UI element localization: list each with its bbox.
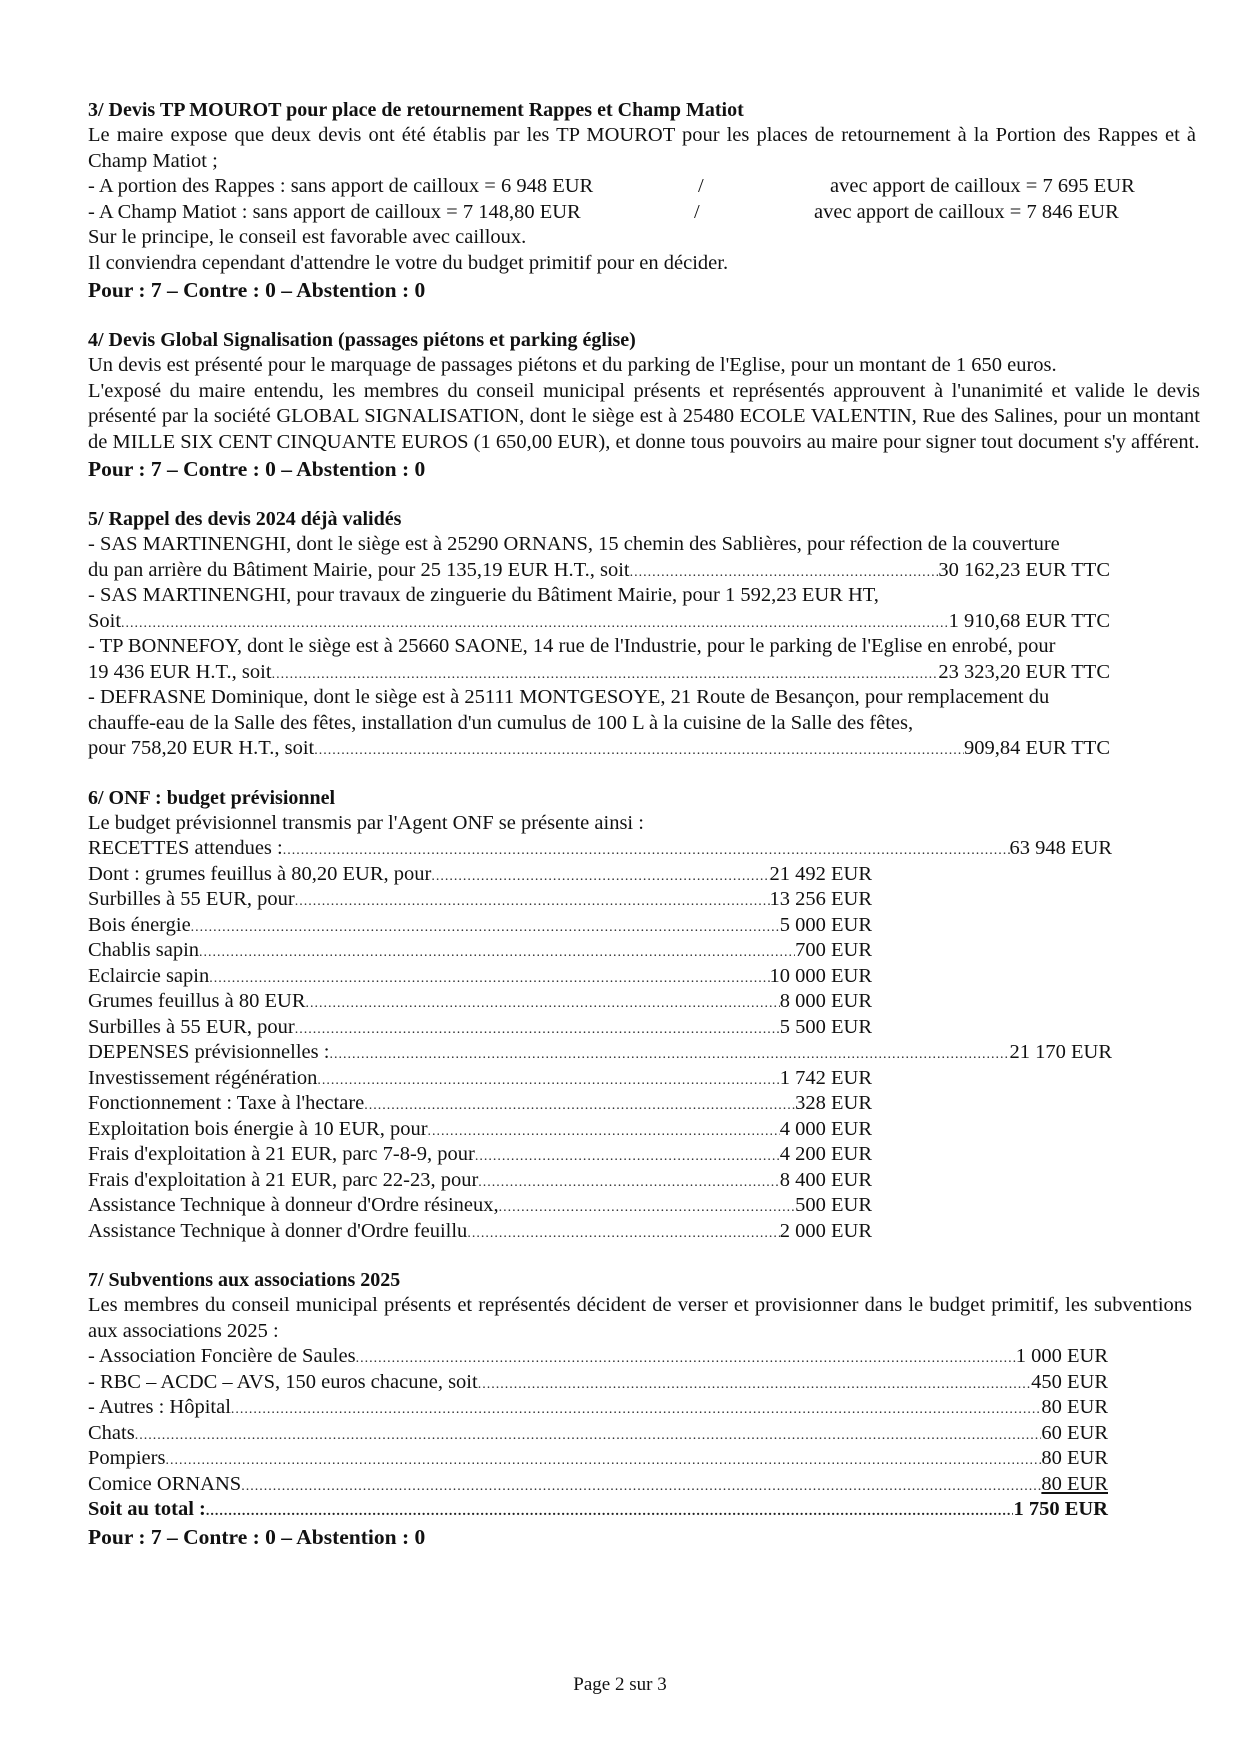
separator: / (694, 200, 700, 223)
section-7 (88, 1268, 1200, 1551)
row-label: Comice ORNANS (88, 1472, 242, 1495)
row-amount: 1 742 EUR (779, 1066, 872, 1089)
row-amount: 21 492 EUR (769, 862, 872, 885)
quote-without-stones: - A Champ Matiot : sans apport de cailloux = 7 148,80 EUR (88, 200, 581, 223)
quote-row (88, 609, 1110, 635)
row-label: Assistance Technique à donneur d'Ordre résineux, (88, 1194, 499, 1216)
quote-label: pour 758,20 EUR H.T., soit (88, 737, 315, 759)
vote-result: Pour : 7 – Contre : 0 – Abstention : 0 (88, 278, 426, 302)
leader-dots (317, 1074, 779, 1088)
row-label: Fonctionnement : Taxe à l'hectare (88, 1092, 365, 1114)
amount-row (88, 1066, 872, 1092)
row-label: Chats (88, 1421, 135, 1444)
leader-dots (428, 1125, 780, 1139)
row-amount: 4 000 EUR (779, 1117, 872, 1140)
row-amount: 500 EUR (795, 1194, 872, 1216)
recettes-list (88, 862, 1200, 1041)
row-label: Assistance Technique à donner d'Ordre feuillu (88, 1219, 468, 1242)
quote-row (88, 660, 1110, 686)
leader-dots (191, 921, 780, 935)
amount-row (88, 862, 872, 888)
row-amount: 8 400 EUR (779, 1168, 872, 1191)
section-title: 6/ ONF : budget prévisionnel (88, 786, 336, 809)
row-amount: 1 000 EUR (1015, 1345, 1108, 1367)
row-label: - RBC – ACDC – AVS, 150 euros chacune, soit (88, 1370, 478, 1393)
amount-row (88, 989, 872, 1015)
row-amount: 5 000 EUR (779, 913, 872, 936)
quote-row (88, 736, 1110, 762)
quote-line-champ-matiot (88, 200, 1200, 226)
budget-total-row (88, 836, 1112, 862)
row-amount: 80 EUR (1041, 1396, 1108, 1418)
amount-row (88, 1015, 872, 1041)
paragraph: L'exposé du maire entendu, les membres du conseil municipal présents et représentés approuvent à l'unanimité et valide le devis présenté par la société GLOBAL SIGNALISATION, dont le siège est à 25480 ECOLE VALENTIN, Rue des Salines, pour un montant de MILLE SIX CENT CINQUANTE EUROS (1 650,00 EUR), et donne tous pouvoirs au maire pour signer tout document s'y afférent. (88, 379, 1200, 453)
section-title: 7/ Subventions aux associations 2025 (88, 1269, 401, 1291)
amount-row (88, 1395, 1108, 1421)
row-label: Dont : grumes feuillus à 80,20 EUR, pour (88, 862, 432, 885)
text-line: - SAS MARTINENGHI, pour travaux de zinguerie du Bâtiment Mairie, pour 1 592,23 EUR HT, (88, 584, 879, 606)
leader-dots (306, 997, 780, 1011)
quote-label: 19 436 EUR H.T., soit (88, 660, 272, 683)
section-5 (88, 507, 1200, 762)
row-label: - Autres : Hôpital (88, 1396, 231, 1418)
row-label: Surbilles à 55 EUR, pour (88, 1015, 295, 1038)
amount-row (88, 1421, 1108, 1447)
row-amount: 328 EUR (795, 1092, 872, 1114)
row-amount: 700 EUR (795, 939, 872, 961)
quote-line-rappes (88, 174, 1200, 200)
row-label: Frais d'exploitation à 21 EUR, parc 22-23, pour (88, 1168, 479, 1191)
text-line: - SAS MARTINENGHI, dont le siège est à 25290 ORNANS, 15 chemin des Sablières, pour réfection de la couverture (88, 533, 1060, 555)
total-label: Soit au total : (88, 1498, 206, 1520)
amount-row (88, 887, 872, 913)
row-label: - Association Foncière de Saules (88, 1345, 356, 1367)
budget-label: DEPENSES prévisionnelles : (88, 1041, 330, 1063)
row-amount: 8 000 EUR (779, 990, 872, 1012)
budget-amount: 21 170 EUR (1009, 1041, 1112, 1063)
amount-row (88, 1472, 1108, 1498)
row-label: Pompiers (88, 1447, 166, 1469)
row-amount: 4 200 EUR (779, 1143, 872, 1165)
leader-dots (241, 1480, 1041, 1494)
page-number: Page 2 sur 3 (573, 1674, 667, 1695)
leader-dots (206, 1505, 1014, 1519)
subsidies-total-row (88, 1497, 1108, 1523)
leader-dots (356, 1352, 1016, 1366)
row-label: Bois énergie (88, 913, 191, 936)
amount-row (88, 1219, 872, 1245)
paragraph: Les membres du conseil municipal présents et représentés décident de verser et provisionner dans le budget primitif, les subventions aux associations 2025 : (88, 1294, 1192, 1342)
leader-dots (329, 1048, 1009, 1062)
budget-amount: 63 948 EUR (1009, 837, 1112, 859)
amount-row (88, 1344, 1108, 1370)
leader-dots (478, 1378, 1031, 1392)
text-line: Sur le principe, le conseil est favorable avec cailloux. (88, 226, 527, 248)
leader-dots (135, 1429, 1042, 1443)
document-page (88, 98, 1200, 1551)
text-line: - TP BONNEFOY, dont le siège est à 25660 SAONE, 14 rue de l'Industrie, pour le parking de l'Eglise en enrobé, pour (88, 635, 1056, 657)
row-label: Surbilles à 55 EUR, pour (88, 888, 295, 910)
subsidies-list (88, 1344, 1200, 1497)
row-amount: 2 000 EUR (779, 1219, 872, 1242)
leader-dots (295, 1023, 780, 1037)
paragraph: Un devis est présenté pour le marquage de passages piétons et du parking de l'Eglise, pour un montant de 1 650 euros. (88, 354, 1057, 376)
leader-dots (283, 844, 1010, 858)
quote-label: du pan arrière du Bâtiment Mairie, pour 25 135,19 EUR H.T., soit (88, 558, 630, 581)
row-amount: 80 EUR (1041, 1472, 1108, 1495)
amount-row (88, 1117, 872, 1143)
amount-row (88, 1091, 872, 1117)
total-amount: 1 750 EUR (1013, 1498, 1108, 1520)
leader-dots (231, 1403, 1041, 1417)
depenses-list (88, 1066, 1200, 1245)
page-footer (0, 1674, 1240, 1696)
vote-result: Pour : 7 – Contre : 0 – Abstention : 0 (88, 457, 426, 481)
amount-row (88, 1446, 1108, 1472)
section-3 (88, 98, 1200, 304)
leader-dots (475, 1150, 780, 1164)
row-amount: 5 500 EUR (779, 1015, 872, 1038)
leader-dots (199, 946, 795, 960)
vote-result: Pour : 7 – Contre : 0 – Abstention : 0 (88, 1524, 426, 1549)
row-label: Frais d'exploitation à 21 EUR, parc 7-8-9, pour (88, 1143, 475, 1165)
amount-row (88, 913, 872, 939)
leader-dots (364, 1099, 795, 1113)
leader-dots (272, 668, 939, 682)
row-label: Grumes feuillus à 80 EUR (88, 990, 306, 1012)
section-4 (88, 328, 1200, 483)
amount-row (88, 1142, 872, 1168)
leader-dots (295, 895, 770, 909)
row-amount: 80 EUR (1041, 1447, 1108, 1469)
quote-amount: 1 910,68 EUR TTC (948, 609, 1110, 632)
quote-amount: 23 323,20 EUR TTC (938, 660, 1110, 683)
quote-with-stones: avec apport de cailloux = 7 846 EUR (814, 200, 1119, 223)
leader-dots (478, 1176, 779, 1190)
amount-row (88, 1193, 872, 1219)
section-title: 3/ Devis TP MOUROT pour place de retournement Rappes et Champ Matiot (88, 99, 744, 121)
budget-label: RECETTES attendues : (88, 837, 283, 859)
section-6 (88, 786, 1200, 1245)
row-label: Eclaircie sapin (88, 964, 210, 987)
paragraph: Le maire expose que deux devis ont été établis par les TP MOUROT pour les places de retournement à la Portion des Rappes et à Champ Matiot ; (88, 124, 1196, 172)
text-line: Il conviendra cependant d'attendre le votre du budget primitif pour en décider. (88, 251, 729, 274)
amount-row (88, 938, 872, 964)
amount-row (88, 1370, 1108, 1396)
text-line: chauffe-eau de la Salle des fêtes, installation d'un cumulus de 100 L à la cuisine de la Salle des fêtes, (88, 711, 914, 734)
row-amount: 450 EUR (1031, 1370, 1108, 1393)
amount-row (88, 1168, 872, 1194)
quote-row (88, 558, 1110, 584)
row-label: Chablis sapin (88, 939, 200, 961)
leader-dots (431, 870, 769, 884)
quote-with-stones: avec apport de cailloux = 7 695 EUR (830, 175, 1135, 197)
leader-dots (630, 566, 939, 580)
leader-dots (314, 744, 964, 758)
quote-amount: 909,84 EUR TTC (964, 737, 1110, 759)
leader-dots (209, 972, 769, 986)
quote-amount: 30 162,23 EUR TTC (938, 558, 1110, 581)
row-amount: 60 EUR (1041, 1421, 1108, 1444)
quote-without-stones: - A portion des Rappes : sans apport de cailloux = 6 948 EUR (88, 175, 594, 197)
text-line: Le budget prévisionnel transmis par l'Agent ONF se présente ainsi : (88, 811, 644, 834)
row-label: Exploitation bois énergie à 10 EUR, pour (88, 1117, 428, 1140)
budget-total-row (88, 1040, 1112, 1066)
row-amount: 10 000 EUR (769, 964, 872, 987)
leader-dots (467, 1227, 779, 1241)
text-line: - DEFRASNE Dominique, dont le siège est à 25111 MONTGESOYE, 21 Route de Besançon, pour remplacement du (88, 686, 1050, 708)
leader-dots (499, 1201, 796, 1215)
amount-row (88, 964, 872, 990)
row-amount: 13 256 EUR (769, 888, 872, 910)
section-title: 4/ Devis Global Signalisation (passages piétons et parking église) (88, 329, 636, 351)
row-label: Investissement régénération (88, 1066, 318, 1089)
section-title: 5/ Rappel des devis 2024 déjà validés (88, 508, 402, 530)
separator: / (698, 175, 704, 197)
quote-label: Soit (88, 609, 122, 632)
leader-dots (165, 1454, 1041, 1468)
leader-dots (121, 617, 949, 631)
